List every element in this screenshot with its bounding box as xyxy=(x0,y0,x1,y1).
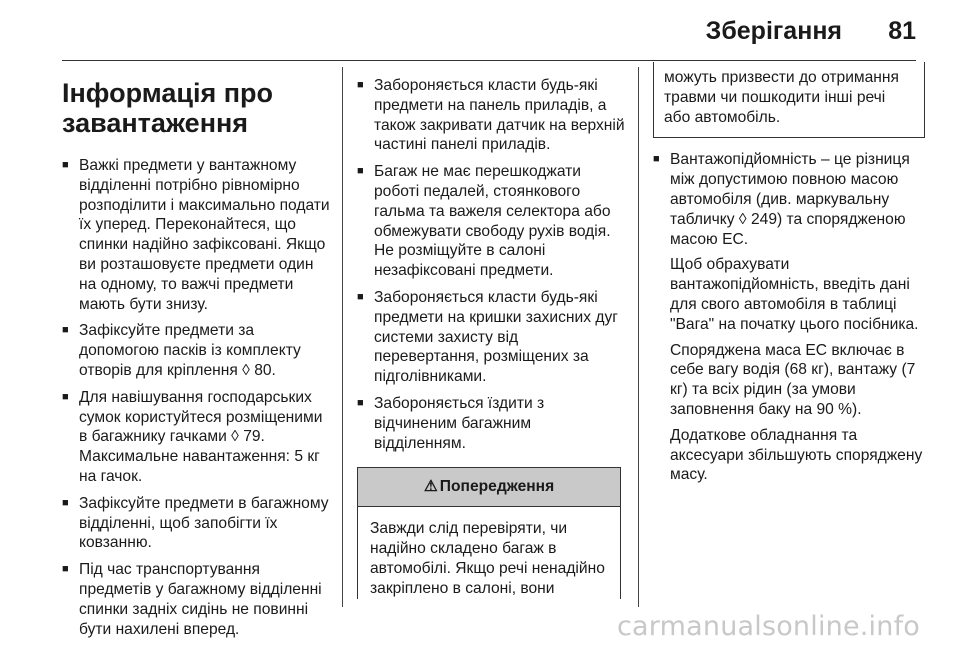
section-title: Інформація про завантаження xyxy=(62,78,273,138)
bullet-list xyxy=(357,76,627,453)
list-item: ■ Забороняється класти будь-які предмети на панель приладів, а також закривати датчик на верхній частині панелі приладів. xyxy=(357,76,627,155)
list-item: ■ Багаж не має перешкоджати роботі педалей, стоянкового гальма та важеля селектора або обмежувати свободу рухів водія. Не розміщуйте в салоні незафіксовані предмети. xyxy=(357,162,627,281)
bullet-list xyxy=(653,150,925,485)
paragraph: Споряджена маса ЕС включає в себе вагу водія (68 кг), вантажу (7 кг) та всіх рідин (за умови заповнення баку на 90 %). xyxy=(670,341,916,418)
warning-continuation: можуть призвести до отримання травми чи пошкодити інші речі або автомобіль. xyxy=(653,62,925,138)
page-number: 81 xyxy=(888,17,916,45)
warning-icon: ⚠ xyxy=(423,478,438,496)
bullet-list xyxy=(62,156,334,639)
list-item: ■ Для навішування господарських сумок користуйтеся розміщеними в багажнику гачками ◊ 79. Максимальне навантаження: 5 кг на гачок. xyxy=(62,388,334,487)
item-lead-text: ■ Вантажопідйомність – це різниця між допустимою повною масою автомобіля (див. маркувальну табличку ◊ 249) та спорядженою масою ЕС. xyxy=(670,151,910,248)
list-item xyxy=(653,150,925,485)
watermark: carmanualsonline.info xyxy=(617,611,920,642)
list-item: ■ Під час транспортування предметів у багажному відділенні спинки задніх сидінь не повинні бути нахилені вперед. xyxy=(62,560,334,639)
column-3 xyxy=(653,70,925,492)
list-item: ■ Забороняється класти будь-які предмети на кришки захисних дуг системи захисту від перевертання, розміщених за підголівниками. xyxy=(357,288,627,387)
header-rule xyxy=(62,60,916,61)
list-item: ■ Зафіксуйте предмети в багажному відділенні, щоб запобігти їх ковзанню. xyxy=(62,494,334,553)
warning-box xyxy=(357,467,621,599)
column-divider xyxy=(342,67,343,607)
list-item: ■ Зафіксуйте предмети за допомогою пасків із комплекту отворів для кріплення ◊ 80. xyxy=(62,321,334,380)
page-header xyxy=(0,0,960,62)
warning-header xyxy=(358,468,620,507)
header-title: Зберігання xyxy=(705,17,842,45)
list-item: ■ Забороняється їздити з відчиненим багажним відділенням. xyxy=(357,394,627,453)
warning-title: Попередження xyxy=(439,478,555,496)
warning-body: Завжди слід перевіряти, чи надійно складено багаж в автомобілі. Якщо речі ненадійно закріплено в салоні, вони xyxy=(370,520,605,597)
column-divider xyxy=(638,67,639,607)
paragraph: Щоб обрахувати вантажопідйомність, введіть дані для свого автомобіля в таблиці "Вага" на початку цього посібника. xyxy=(670,256,919,333)
paragraph: Додаткове обладнання та аксесуари збільшують споряджену масу. xyxy=(670,426,923,484)
column-2 xyxy=(357,76,627,599)
column-1 xyxy=(62,70,334,646)
list-item: ■ Важкі предмети у вантажному відділенні потрібно рівномірно розподілити і максимально подати їх уперед. Переконайтеся, що спинки надійно зафіксовані. Якщо ви розташовуєте предмети один на одному, то важчі предмети мають бути знизу. xyxy=(62,156,334,314)
